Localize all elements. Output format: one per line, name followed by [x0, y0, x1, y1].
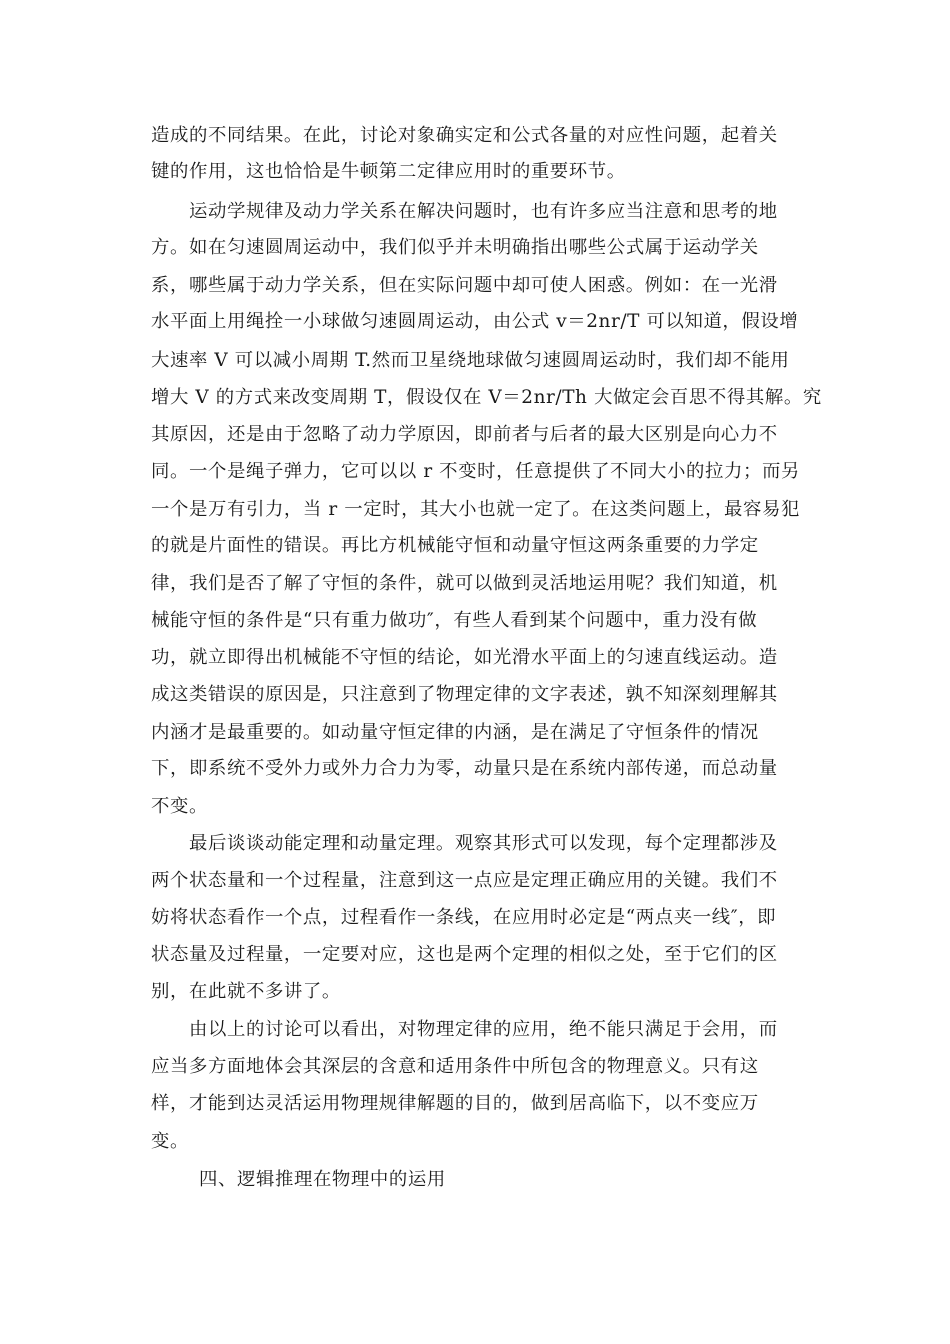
text-line: 成这类错误的原因是，只注意到了物理定律的文字表述，孰不知深刻理解其	[151, 684, 778, 705]
text-line: 别，在此就不多讲了。	[151, 981, 341, 1002]
text-line: 造成的不同结果。在此，讨论对象确实定和公式各量的对应性问题，起着关	[151, 125, 778, 146]
text-line: 内涵才是最重要的。如动量守恒定律的内涵，是在满足了守恒条件的情况	[151, 722, 759, 743]
text-line: 功，就立即得出机械能不守恒的结论，如光滑水平面上的匀速直线运动。造	[151, 647, 778, 668]
text-line: 最后谈谈动能定理和动量定理。观察其形式可以发现，每个定理都涉及	[189, 833, 778, 854]
text-line: 增大 V 的方式来改变周期 T，假设仅在 V＝2nr/Th 大做定会百思不得其解。究	[151, 387, 822, 408]
text-line: 样，才能到达灵活运用物理规律解题的目的，做到居高临下，以不变应万	[151, 1093, 759, 1114]
text-line: 两个状态量和一个过程量，注意到这一点应是定理正确应用的关键。我们不	[151, 870, 778, 891]
text-line: 其原因，还是由于忽略了动力学原因，即前者与后者的最大区别是向心力不	[151, 424, 778, 445]
text-line: 下，即系统不受外力或外力合力为零，动量只是在系统内部传递，而总动量	[151, 758, 778, 779]
text-line: 应当多方面地体会其深层的含意和适用条件中所包含的物理意义。只有这	[151, 1056, 759, 1077]
text-line: 运动学规律及动力学关系在解决问题时，也有许多应当注意和思考的地	[189, 201, 778, 222]
text-line: 键的作用，这也恰恰是牛顿第二定律应用时的重要环节。	[151, 161, 626, 182]
section-heading: 四、逻辑推理在物理中的运用	[199, 1169, 446, 1190]
text-line: 大速率 V 可以减小周期 T.然而卫星绕地球做匀速圆周运动时，我们却不能用	[151, 350, 790, 371]
text-line: 水平面上用绳拴一小球做匀速圆周运动，由公式 v＝2nr/T 可以知道，假设增	[151, 311, 799, 332]
text-line: 一个是万有引力，当 r 一定时，其大小也就一定了。在这类问题上，最容易犯	[151, 499, 800, 520]
text-line: 由以上的讨论可以看出，对物理定律的应用，绝不能只满足于会用，而	[189, 1019, 778, 1040]
text-line: 妨将状态看作一个点，过程看作一条线，在应用时必定是“两点夹一线″，即	[151, 907, 777, 928]
text-line: 系，哪些属于动力学关系，但在实际问题中却可使人困惑。例如：在一光滑	[151, 275, 778, 296]
text-line: 不变。	[151, 796, 208, 817]
text-line: 状态量及过程量，一定要对应，这也是两个定理的相似之处，至于它们的区	[151, 944, 778, 965]
text-line: 械能守恒的条件是“只有重力做功″，有些人看到某个问题中，重力没有做	[151, 610, 758, 631]
text-line: 的就是片面性的错误。再比方机械能守恒和动量守恒这两条重要的力学定	[151, 535, 759, 556]
text-line: 同。一个是绳子弹力，它可以以 r 不变时，任意提供了不同大小的拉力；而另	[151, 461, 800, 482]
text-line: 方。如在匀速圆周运动中，我们似乎并未明确指出哪些公式属于运动学关	[151, 237, 759, 258]
text-line: 变。	[151, 1131, 189, 1152]
text-line: 律，我们是否了解了守恒的条件，就可以做到灵活地运用呢？我们知道，机	[151, 573, 778, 594]
